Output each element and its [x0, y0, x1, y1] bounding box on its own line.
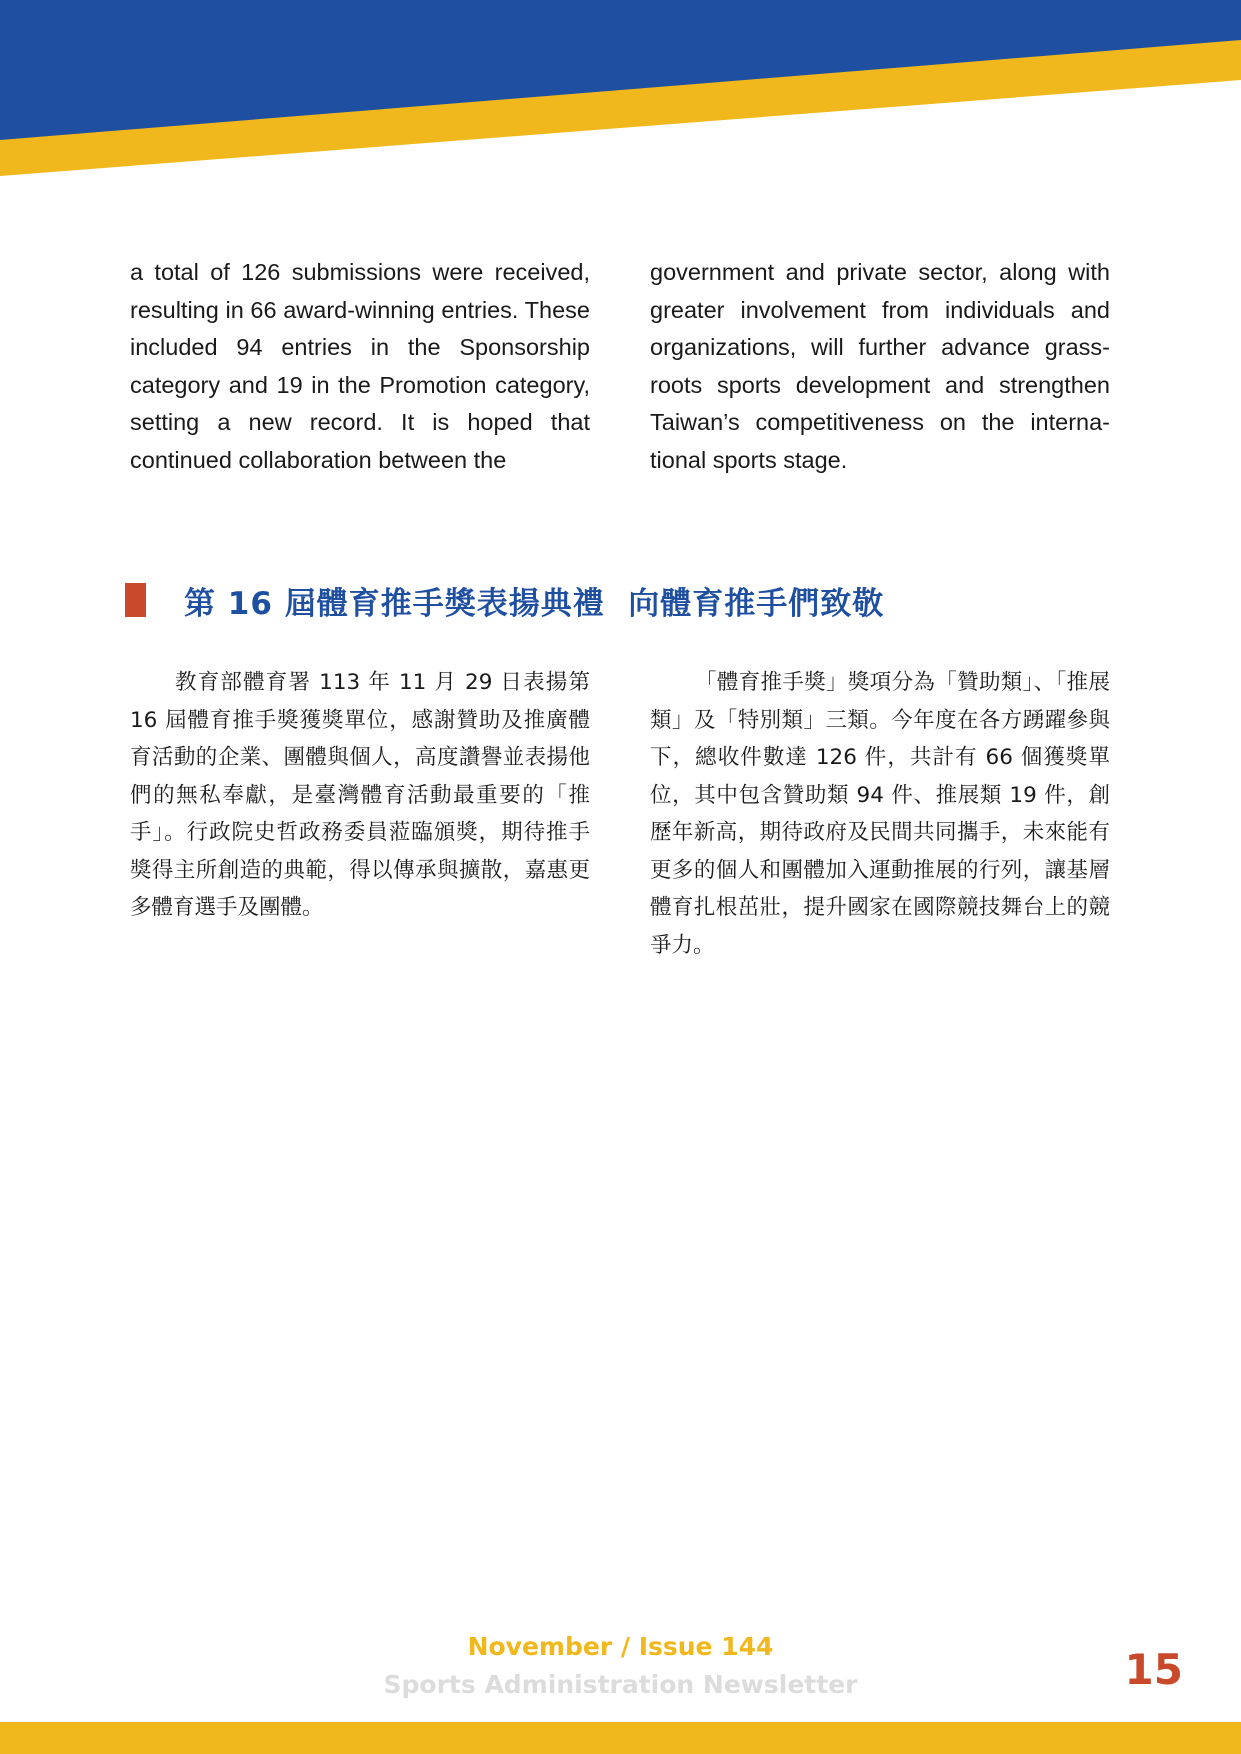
footer-issue: November / Issue 144 [467, 1632, 774, 1661]
english-paragraph-right: government and private sector, along with greater involvement from individuals and organizations, will further advance grassroots sports development and strengthen Taiwan’s competitiveness on the international sports stage. [650, 259, 1110, 473]
footer-newsletter-title: Sports Administration Newsletter [383, 1670, 858, 1699]
english-paragraph-left: a total of 126 submissions were received, resulting in 66 award-winning entries. These included 94 entries in the Sponsorship category and 19 in the Promotion category, setting a new record. It is hoped that continued collaboration between the [130, 259, 590, 473]
heading-marker-bar [125, 583, 146, 617]
header-banner [0, 0, 1241, 180]
chinese-paragraph-right: 「體育推手獎」獎項分為「贊助類」、「推展類」及「特別類」三類。今年度在各方踴躍參與下，總收件數達 126 件，共計有 66 個獲獎單位，其中包含贊助類 94 件、推展類 19 件，創歷年新高，期待政府及民間共同攜手，未來能有更多的個人和團體加入運動推展的行列，讓基層體育扎根茁壯，提升國家在國際競技舞台上的競爭力。 [650, 670, 1110, 958]
chinese-paragraph-left: 教育部體育署 113 年 11 月 29 日表揚第 16 屆體育推手獎獲獎單位，感謝贊助及推廣體育活動的企業、團體與個人，高度讚譽並表揚他們的無私奉獻，是臺灣體育活動最重要的「推手」。行政院史哲政務委員蒞臨頒獎，期待推手獎得主所創造的典範，得以傳承與擴散，嘉惠更多體育選手及團體。 [130, 670, 590, 920]
page-number: 15 [1124, 1645, 1183, 1694]
section-heading [125, 578, 884, 622]
footer-band [0, 1722, 1241, 1754]
section-heading-text: 第 16 屆體育推手獎表揚典禮 向體育推手們致敬 [184, 585, 885, 622]
